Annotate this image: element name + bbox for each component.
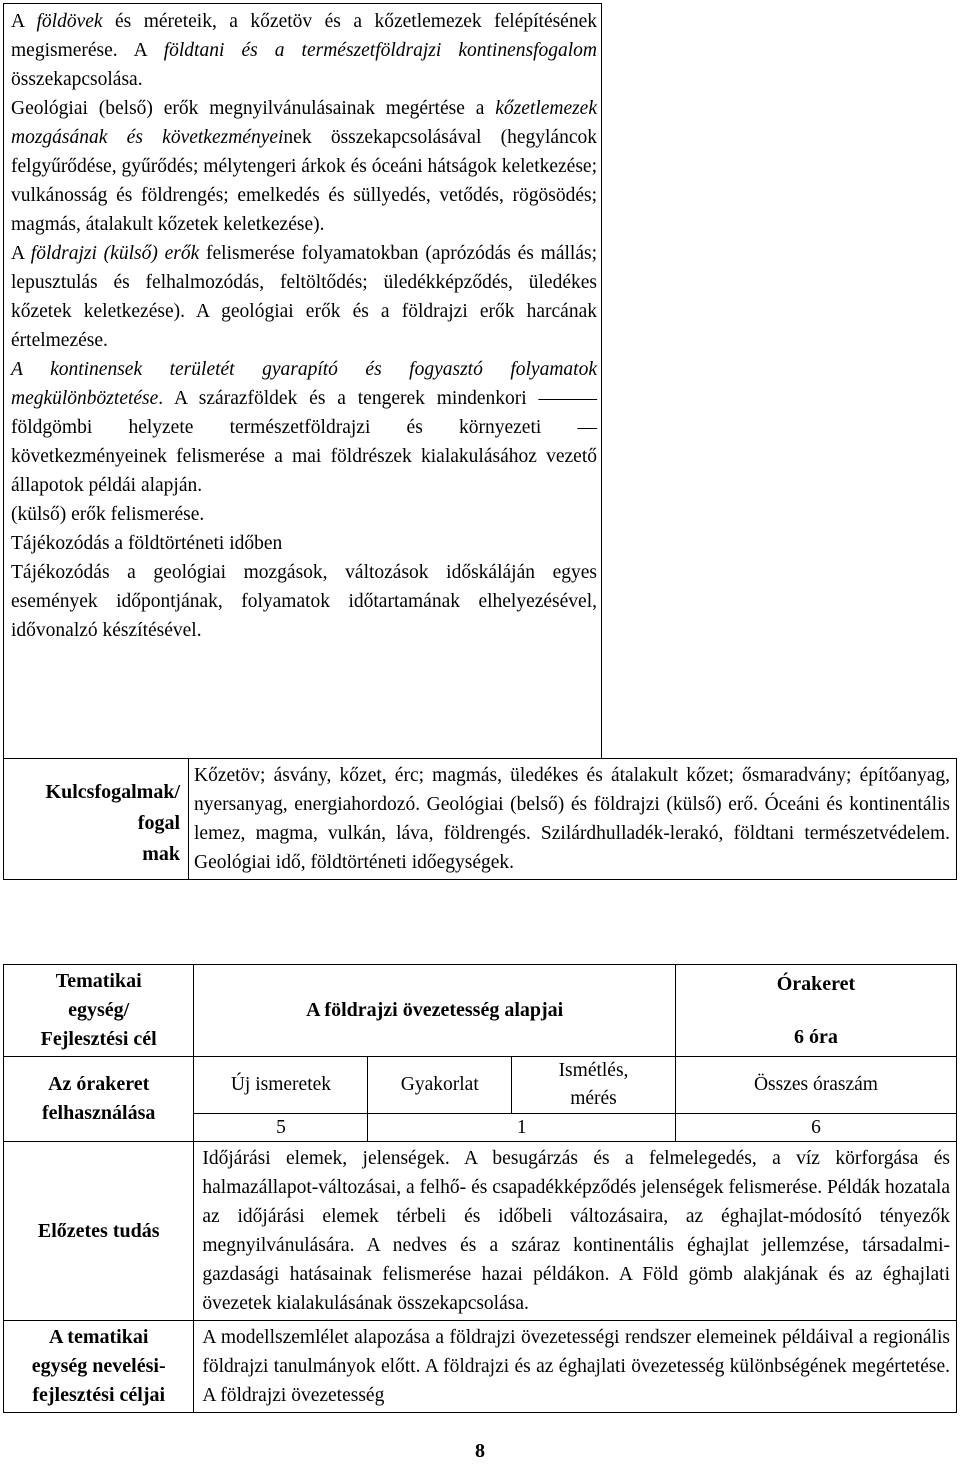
val-total: 6 bbox=[675, 1114, 956, 1142]
prior-cell bbox=[194, 1142, 957, 1321]
frame-label: Órakeret bbox=[776, 972, 856, 995]
col-total: Összes óraszám bbox=[675, 1057, 956, 1114]
usage-label: Az órakeret felhasználása bbox=[4, 1057, 194, 1142]
text-run: A bbox=[11, 243, 31, 264]
intro-cell bbox=[4, 4, 602, 759]
prior-text: Időjárási elemek, jelenségek. A besugárzás és a felmelegedés, a víz körforgása és halmazállapot-változásai, a felhő- és csapadékképződés jelenségek felismerése. Példák hozatala az időjárási elemek térbeli és időbeli változásaira, az éghajlat-módosító tényezők megnyilvánulására. A nedves és a száraz kontinentális éghajlat jellemzése, társadalmi-gazdasági hatásainak felismerése hazai példákon. A Föld gömb alakjának és az éghajlati övezetek kialakulásának összekapcsolása. bbox=[202, 1148, 950, 1314]
intro-paragraph bbox=[11, 558, 597, 645]
italic-run: A kontinensek területét gyarapító és fogyasztó folyamatok megkülönböztetése bbox=[11, 359, 597, 409]
frame-value: 6 óra bbox=[794, 1025, 838, 1048]
frame-cell bbox=[675, 965, 956, 1057]
key-concepts-row bbox=[4, 759, 957, 880]
empty-cell bbox=[602, 4, 957, 759]
unit-title: A földrajzi övezetesség alapjai bbox=[194, 965, 676, 1057]
text-run: A bbox=[11, 11, 37, 32]
intro-paragraph bbox=[11, 239, 597, 355]
val-review: 1 bbox=[368, 1114, 675, 1142]
text-run: és méreteik, a kőzetöv és a kőzetlemezek felépítésének megismerése. A bbox=[11, 11, 597, 61]
intro-paragraph bbox=[11, 529, 597, 558]
col-new: Új ismeretek bbox=[194, 1057, 368, 1114]
italic-run: kőzetlemezek mozgásának és következményei bbox=[11, 98, 597, 148]
unit-label: Tematikai egység/ Fejlesztési cél bbox=[4, 965, 194, 1057]
intro-paragraph bbox=[11, 355, 597, 500]
text-run: . A szárazföldek és a tengerek mindenkori ——— földgömbi helyzete természetföldrajzi és környezeti — következményeinek felismerése a mai földrészek kialakulásához vezető állapotok példái alapján. bbox=[11, 388, 597, 496]
col-practice: Gyakorlat bbox=[368, 1057, 512, 1114]
intro-paragraph bbox=[11, 94, 597, 239]
text-run: felismerése folyamatokban (aprózódás és mállás; lepusztulás és felhalmozódás, feltöltődés; üledékképződés, üledékes kőzetek keletkezése). A geológiai erők és a földrajzi erők harcának értelmezése. bbox=[11, 243, 597, 351]
key-concepts-text: Kőzetöv; ásvány, kőzet, érc; magmás, üledékes és átalakult kőzet; ősmaradvány; építőanyag, nyersanyag, energiahordozó. Geológiai (belső) és földrajzi (külső) erő. Óceáni és kontinentális lemez, magma, vulkán, láva, földrengés. Szilárdhulladék-lerakó, földtani természetvédelem. Geológiai idő, földtörténeti időegységek. bbox=[194, 765, 950, 873]
key-concepts-text-cell bbox=[189, 759, 957, 879]
text-run: összekapcsolása. bbox=[11, 69, 143, 90]
italic-run: földövek bbox=[36, 11, 103, 32]
text-run: nek összekapcsolásával (hegyláncok felgyűrődése, gyűrődés; mélytengeri árkok és óceáni hátságok keletkezése; vulkánosság és földrengés; emelkedés és süllyedés, vetődés, rögösödés; magmás, átalakult kőzetek keletkezése). bbox=[11, 127, 597, 235]
goals-cell bbox=[194, 1321, 957, 1413]
val-new: 5 bbox=[194, 1114, 368, 1142]
text-run: Tájékozódás a geológiai mozgások, változások időskáláján egyes események időpontjának, folyamatok időtartamának elhelyezésével, idővonalzó készítésével. bbox=[11, 562, 597, 641]
curriculum-table-top bbox=[3, 3, 957, 880]
goals-label: A tematikai egység nevelési- fejlesztési céljai bbox=[4, 1321, 194, 1413]
italic-run: földtani és a természetföldrajzi kontinensfogalom bbox=[163, 40, 597, 61]
text-run: (külső) erők felismerése. bbox=[11, 504, 205, 525]
page-number: 8 bbox=[475, 1440, 485, 1462]
text-run: Tájékozódás a földtörténeti időben bbox=[11, 533, 283, 554]
intro-paragraph bbox=[11, 500, 597, 529]
goals-text: A modellszemlélet alapozása a földrajzi övezetességi rendszer elemeinek példáival a regionális földrajzi tanulmányok előtt. A földrajzi és az éghajlati övezetesség különbségének megértetése. A földrajzi övezetesség bbox=[202, 1327, 950, 1406]
curriculum-table-unit bbox=[3, 964, 957, 1413]
text-run: Geológiai (belső) erők megnyilvánulásainak megértése a bbox=[11, 98, 496, 119]
italic-run: földrajzi (külső) erők bbox=[30, 243, 200, 264]
prior-label: Előzetes tudás bbox=[4, 1142, 194, 1321]
key-concepts-label: Kulcsfogalmak/ fogal mak bbox=[4, 759, 189, 879]
intro-paragraphs bbox=[11, 7, 597, 645]
col-review: Ismétlés, mérés bbox=[512, 1057, 676, 1114]
intro-paragraph bbox=[11, 7, 597, 94]
